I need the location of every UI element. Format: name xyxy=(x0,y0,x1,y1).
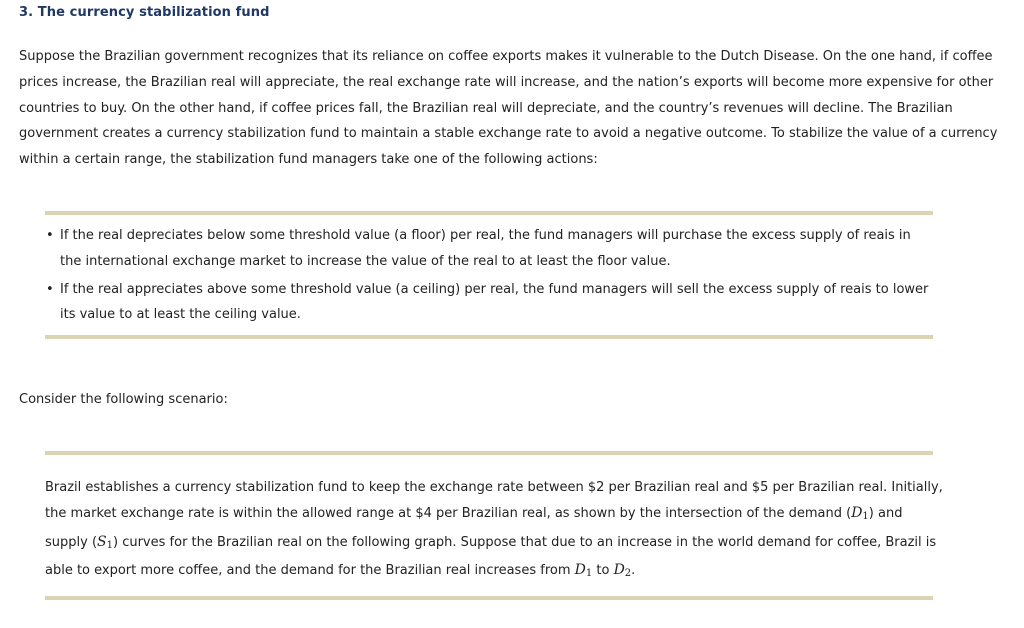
intro-paragraph: Suppose the Brazilian government recognizes that its reliance on coffee exports makes it vulnerable to the Dutch Disease. On the one hand, if coffee prices increase, the Brazilian real will appreciate, the real exchange rate will increase, and the nation’s exports will become more expensive for other countries to buy. On the other hand, if coffee prices fall, the Brazilian real will depreciate, and the country’s revenues will decline. The Brazilian government creates a currency stabilization fund to maintain a stable exchange rate to avoid a negative outcome. To stabilize the value of a currency within a certain range, the stabilization fund managers take one of the following actions: xyxy=(19,49,998,168)
bullets-top-rule xyxy=(45,211,933,215)
list-item-text: If the real depreciates below some threshold value (a floor) per real, the fund managers will purchase the excess supply of reais in the international exchange market to increase the value of the real to at least the floor value. xyxy=(60,228,911,269)
bullet-icon: • xyxy=(46,281,54,297)
list-item-text: If the real appreciates above some threshold value (a ceiling) per real, the fund managers will sell the excess supply of reais to lower its value to at least the ceiling value. xyxy=(60,281,929,323)
list-item-floor xyxy=(45,223,933,275)
scenario-text-2: ) and supply ( xyxy=(45,505,903,550)
scenario-bottom-rule xyxy=(45,596,933,600)
demand-to-symbol: $D_2$ xyxy=(613,562,632,580)
section-heading: 3. The currency stabilization fund xyxy=(19,5,270,20)
scenario-top-rule xyxy=(45,451,933,455)
list-item-ceiling xyxy=(45,277,933,329)
bullets-bottom-rule xyxy=(45,335,933,339)
scenario-paragraph xyxy=(45,475,945,587)
supply-s1-symbol: $S_1$ xyxy=(97,533,113,551)
scenario-text-4: to xyxy=(592,563,614,579)
demand-d1-symbol: $D_1$ xyxy=(851,504,869,522)
consider-text: Consider the following scenario: xyxy=(19,392,228,407)
demand-from-symbol: $D_1$ xyxy=(574,562,593,580)
scenario-text-1: Brazil establishes a currency stabilization fund to keep the exchange rate between $2 per Brazilian real and $5 per Brazilian real. Initially, the market exchange rate is within the allowed range at $4 per Brazilian real, as shown by the intersection of the demand ( xyxy=(45,480,943,521)
action-list xyxy=(45,223,933,330)
bullet-icon: • xyxy=(46,228,54,243)
scenario-text-3: ) curves for the Brazilian real on the following graph. Suppose that due to an increase in the world demand for coffee, Brazil is able to export more coffee, and the demand for the Brazilian real increases from xyxy=(45,534,937,579)
scenario-text-5: . xyxy=(631,563,636,579)
